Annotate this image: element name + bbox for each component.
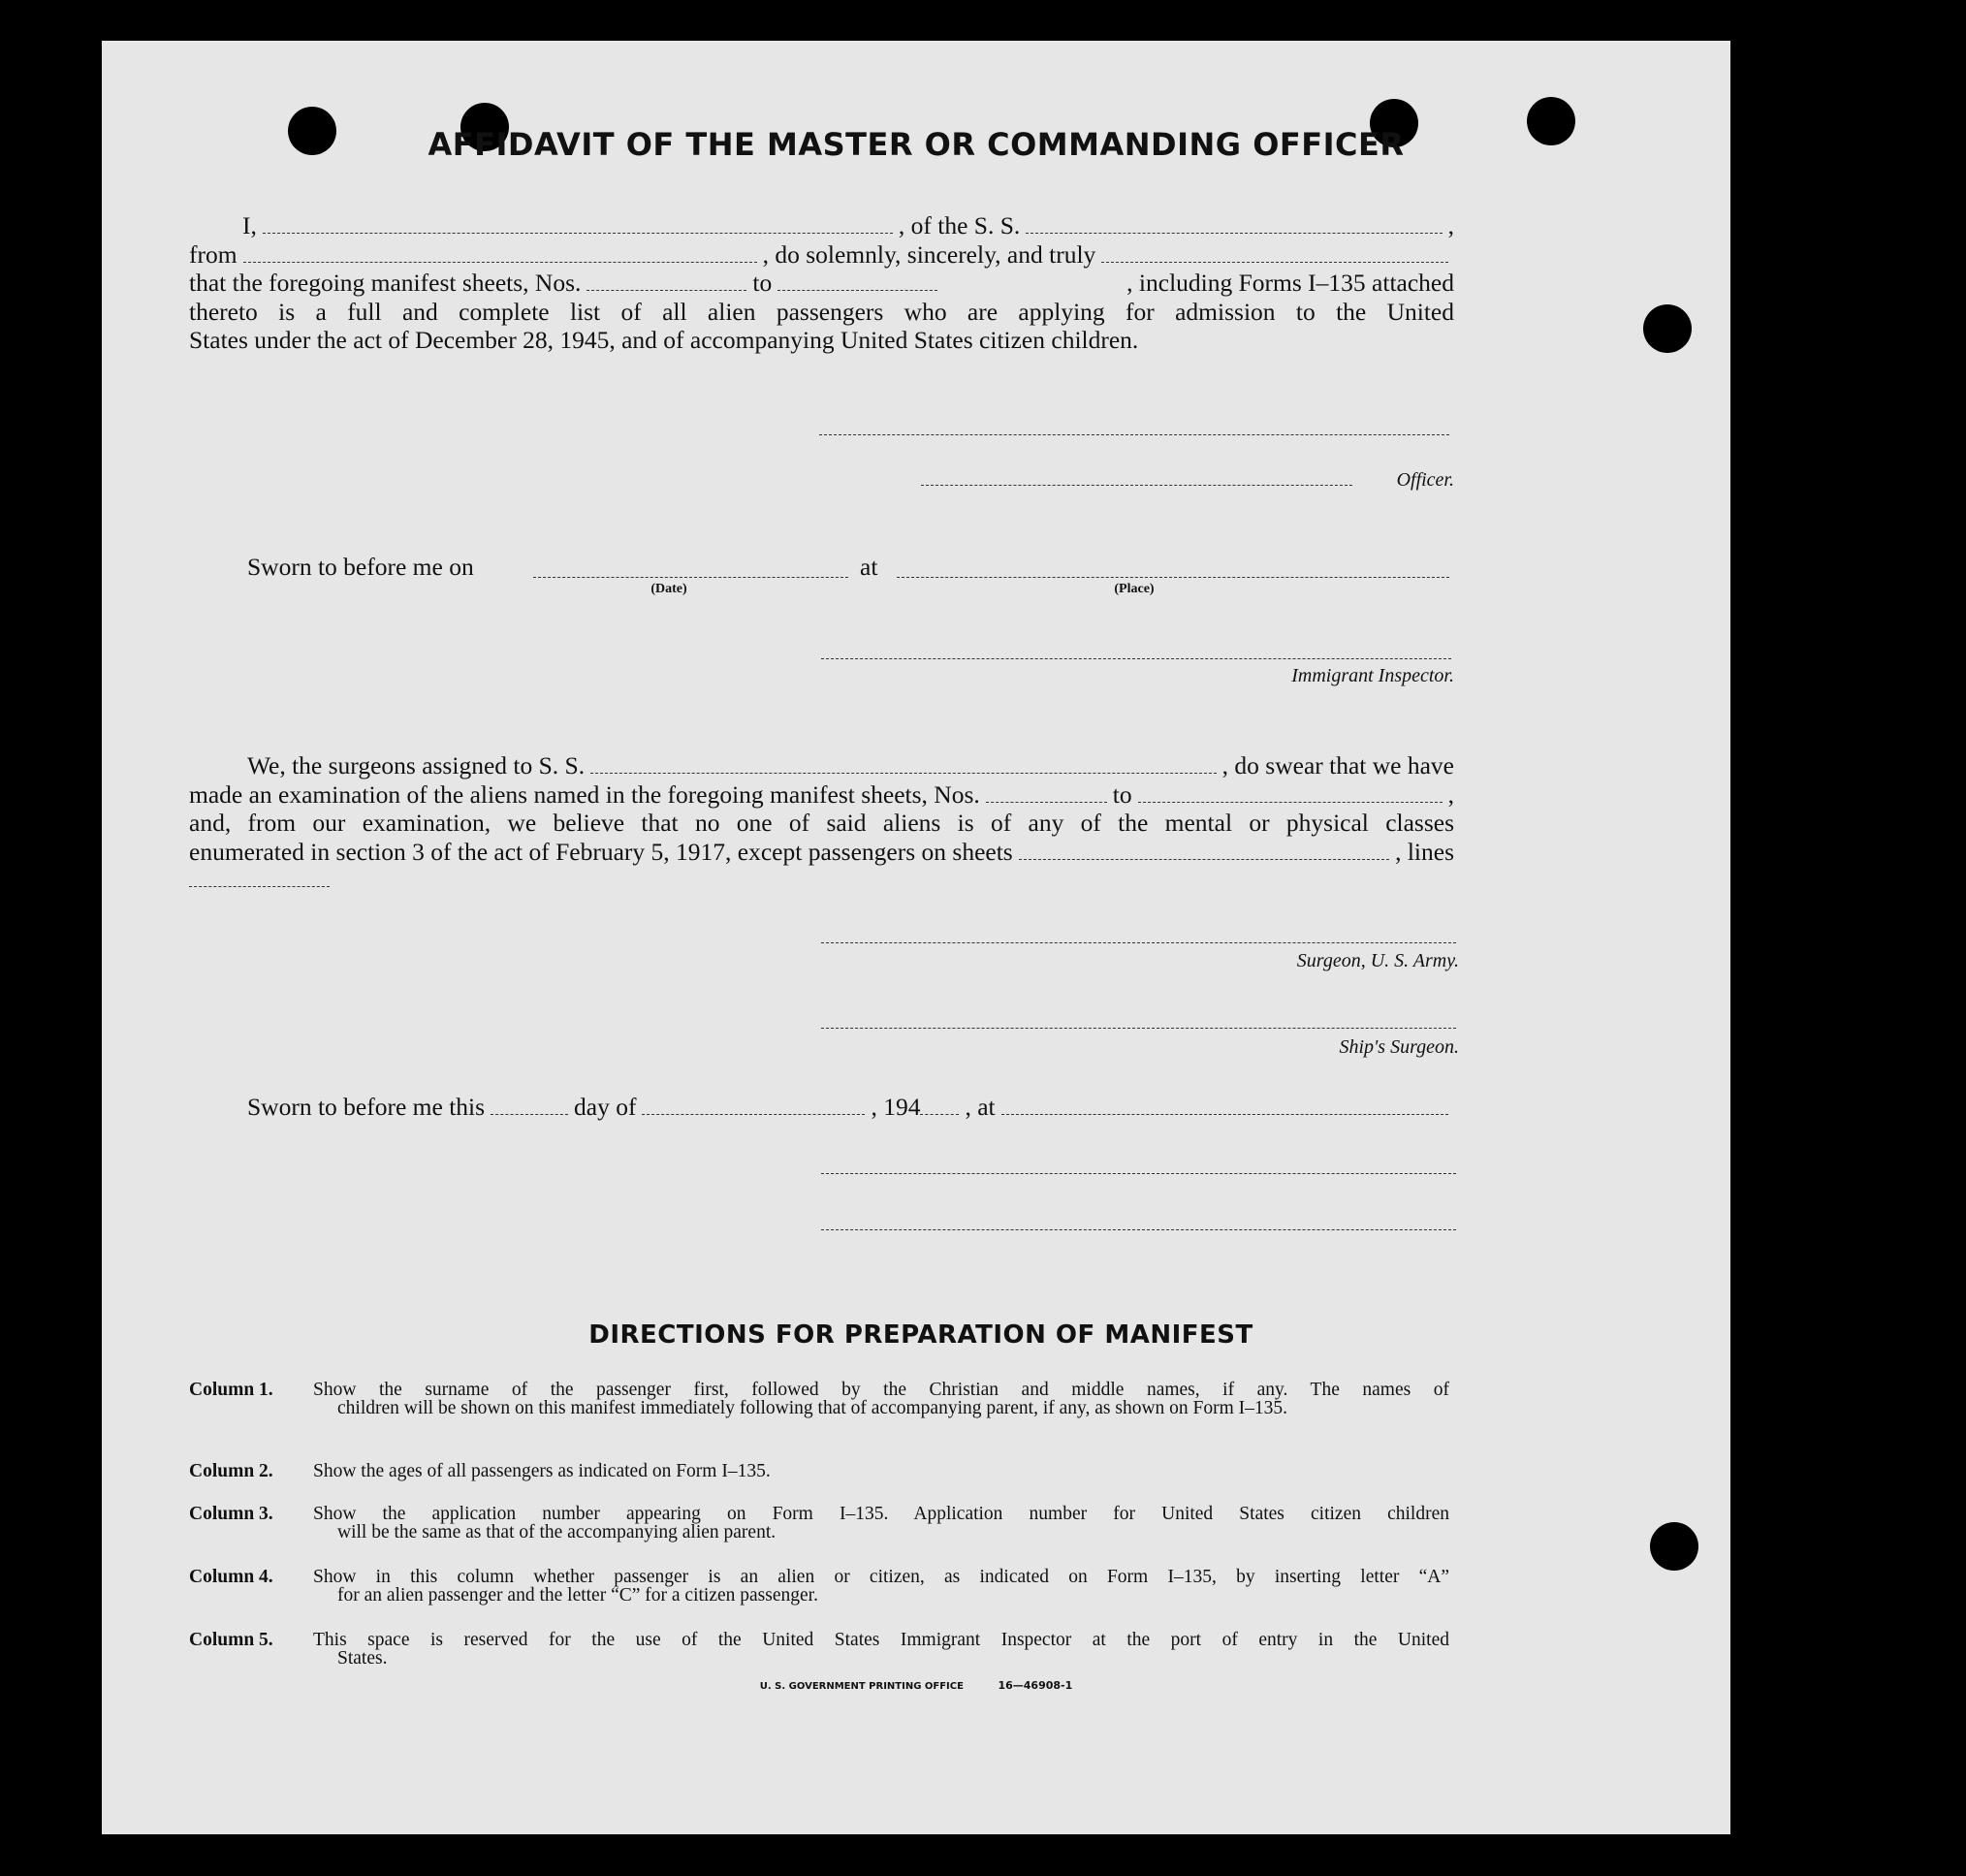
punch-hole bbox=[1650, 1522, 1698, 1571]
date-caption: (Date) bbox=[650, 582, 687, 596]
army-surgeon-caption: Surgeon, U. S. Army. bbox=[1296, 950, 1459, 971]
column-label: Column 3. bbox=[189, 1504, 273, 1524]
exam-sheets-to-field[interactable] bbox=[1138, 802, 1443, 803]
from-label: from bbox=[189, 240, 238, 269]
ship-name-field[interactable] bbox=[1026, 233, 1442, 234]
sworn-place-2-field[interactable] bbox=[1001, 1114, 1448, 1115]
direction-text-rest: children will be shown on this manifest immediately following that of accompanying parent, if any, as shown on Form I–135. bbox=[337, 1398, 1288, 1418]
printer-footer bbox=[102, 1679, 1730, 1692]
except-sheets-field[interactable] bbox=[1019, 859, 1389, 860]
column-label: Column 2. bbox=[189, 1461, 273, 1481]
affidavit-line-2 bbox=[189, 240, 1454, 270]
officer-caption: Officer. bbox=[1396, 469, 1454, 491]
comma: , bbox=[1447, 780, 1454, 809]
sworn-month-field[interactable] bbox=[642, 1114, 865, 1115]
from-port-field[interactable] bbox=[243, 262, 757, 263]
direction-text-first: Show in this column whether passenger is an alien or citizen, as indicated on Form I–135, by inserting letter “A” bbox=[313, 1567, 1449, 1587]
exam-sheets-from-field[interactable] bbox=[986, 802, 1107, 803]
direction-text bbox=[313, 1381, 1449, 1417]
form-code: 16—46908-1 bbox=[998, 1679, 1073, 1692]
ships-surgeon-signature-line[interactable] bbox=[821, 1028, 1456, 1029]
form-page bbox=[102, 41, 1730, 1834]
sworn-2-line bbox=[189, 1093, 1454, 1122]
surgeons-line-1 bbox=[189, 751, 1454, 780]
do-swear-text: , do swear that we have bbox=[1221, 751, 1454, 779]
year-prefix: , 194 bbox=[871, 1093, 921, 1121]
direction-text-first: Show the ages of all passengers as indicated on Form I–135. bbox=[313, 1461, 771, 1481]
column-label: Column 5. bbox=[189, 1630, 273, 1650]
enumerated-text: enumerated in section 3 of the act of February 5, 1917, except passengers on sheets bbox=[189, 838, 1013, 866]
except-lines-field[interactable] bbox=[189, 886, 330, 887]
punch-hole bbox=[1643, 304, 1692, 353]
direction-text-first: Show the surname of the passenger first, followed by the Christian and middle names, if any. The names of bbox=[313, 1380, 1449, 1400]
direction-text-rest: for an alien passenger and the letter “C” for a citizen passenger. bbox=[337, 1585, 818, 1606]
day-of-label: day of bbox=[574, 1093, 637, 1121]
ships-surgeon-caption: Ship's Surgeon. bbox=[1339, 1036, 1459, 1058]
lines-label: , lines bbox=[1395, 838, 1454, 866]
sworn-day-field[interactable] bbox=[491, 1114, 568, 1115]
surgeons-line-2 bbox=[189, 780, 1454, 810]
surgeons-ship-field[interactable] bbox=[590, 773, 1217, 774]
inspector-signature-line-2[interactable] bbox=[821, 1173, 1456, 1174]
direction-text bbox=[313, 1631, 1449, 1668]
army-surgeon-signature-line[interactable] bbox=[821, 942, 1456, 943]
master-name-field[interactable] bbox=[263, 233, 893, 234]
place-caption: (Place) bbox=[1114, 582, 1155, 596]
direction-text-first: Show the application number appearing on Form I–135. Application number for United States citizen children bbox=[313, 1504, 1449, 1524]
sworn-before-me-on: Sworn to before me on bbox=[247, 553, 474, 581]
direction-text bbox=[313, 1505, 1449, 1542]
sheets-to-field[interactable] bbox=[777, 290, 937, 291]
affidavit-line-3 bbox=[189, 269, 1454, 298]
affidavit-line-1 bbox=[189, 211, 1454, 240]
officer-signature-line[interactable] bbox=[819, 434, 1449, 435]
affidavit-line-4: thereto is a full and complete list of all alien passengers who are applying for admission to the United bbox=[189, 298, 1454, 326]
surgeons-line-4 bbox=[189, 838, 1454, 867]
affidavit-line-5: States under the act of December 28, 1945, and of accompanying United States citizen children. bbox=[189, 326, 1139, 354]
inspector-title-line-2[interactable] bbox=[821, 1229, 1456, 1230]
oath-field[interactable] bbox=[1101, 262, 1448, 263]
solemnly-text: , do solemnly, sincerely, and truly bbox=[762, 240, 1096, 269]
affidavit-title: AFFIDAVIT OF THE MASTER OR COMMANDING OFFICER bbox=[428, 126, 1405, 163]
of-ss-label: , of the S. S. bbox=[898, 211, 1021, 239]
sworn-place-field[interactable] bbox=[897, 577, 1449, 578]
including-forms-text: , including Forms I–135 attached bbox=[1126, 269, 1454, 297]
direction-text-first: This space is reserved for the use of the United States Immigrant Inspector at the port of entry in the United bbox=[313, 1630, 1449, 1650]
officer-title-line[interactable] bbox=[921, 485, 1352, 486]
affidavit-i: I, bbox=[242, 211, 257, 239]
printer-name: U. S. GOVERNMENT PRINTING OFFICE bbox=[759, 1681, 964, 1692]
direction-text-rest: will be the same as that of the accompanying alien parent. bbox=[337, 1522, 777, 1542]
column-label: Column 1. bbox=[189, 1380, 273, 1400]
inspector-signature-line[interactable] bbox=[821, 658, 1451, 659]
inspector-caption: Immigrant Inspector. bbox=[1291, 665, 1454, 686]
surgeons-assigned-text: We, the surgeons assigned to S. S. bbox=[247, 751, 586, 779]
examination-text: made an examination of the aliens named in the foregoing manifest sheets, Nos. bbox=[189, 780, 980, 809]
manifest-sheets-text: that the foregoing manifest sheets, Nos. bbox=[189, 269, 582, 297]
directions-title: DIRECTIONS FOR PREPARATION OF MANIFEST bbox=[588, 1320, 1253, 1350]
to-label: to bbox=[1112, 780, 1132, 809]
surgeons-line-3: and, from our examination, we believe that no one of said aliens is of any of the mental or physical classes bbox=[189, 809, 1454, 837]
sworn-at-label: at bbox=[860, 553, 878, 581]
sworn-this-text: Sworn to before me this bbox=[247, 1093, 486, 1121]
comma: , bbox=[1447, 211, 1454, 239]
at-label: , at bbox=[965, 1093, 996, 1121]
to-label: to bbox=[752, 269, 773, 297]
direction-text bbox=[313, 1568, 1449, 1605]
sheets-from-field[interactable] bbox=[587, 290, 746, 291]
direction-text-rest: States. bbox=[337, 1648, 388, 1669]
direction-text bbox=[313, 1462, 1449, 1480]
sworn-year-field[interactable] bbox=[920, 1114, 959, 1115]
column-label: Column 4. bbox=[189, 1567, 273, 1587]
sworn-date-field[interactable] bbox=[533, 577, 848, 578]
